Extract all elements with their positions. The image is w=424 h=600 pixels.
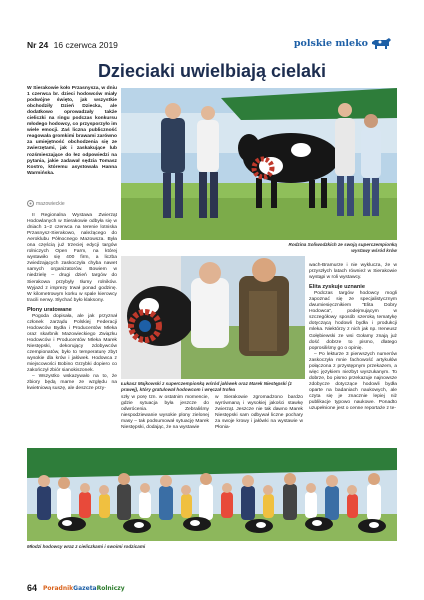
caption-top: Rodzina Soliwodzkich ze swoją superczempionką wystawy wśród krów xyxy=(288,242,397,253)
photo-family-cow xyxy=(121,88,397,240)
page-footer xyxy=(27,583,125,593)
col1b-paragraph-2: – Wszystko wskazywało na to, że zbiory będą marne ze względu na kwietniową suszę, ale deszcze przy- xyxy=(27,374,117,392)
issue-number: Nr 24 xyxy=(27,40,49,50)
publication-logo xyxy=(43,585,125,592)
article-lead xyxy=(27,86,117,177)
col1-heading: Płony uratowane xyxy=(27,306,72,313)
cow-icon xyxy=(370,36,392,50)
publication-word-2: Gazeta xyxy=(73,584,97,592)
region-credit xyxy=(27,200,65,207)
photo-young-breeders-image xyxy=(27,448,397,541)
column-1 xyxy=(27,213,117,392)
publication-word-3: Rolniczy xyxy=(96,584,125,592)
issue-header xyxy=(27,40,118,50)
col1b-paragraph-1: Pogoda dopisała, ale jak przyznał członek zarządu Polskiej Federacji Hodowców Bydła i Producentów Mleka oraz skarbnik Mazowieckiego Związku Hodowców i Producentów Mleka Marek Niestępski, dekorujący zdobywców czempionatów, było to temperaturę zbyt wysokie dla krów i jałówek. Hodowca z miejscowości Bobino Grzybki dopiero co zakończył zbiór sianokiszonek. xyxy=(27,313,117,374)
photo-heifer-award xyxy=(121,256,305,379)
publication-word-1: Poradnik xyxy=(43,584,74,592)
article-title: Dzieciaki uwielbiają cielaki xyxy=(97,61,327,81)
col3-paragraph: w Sierakowie zgromadzono bardzo wyrównaną i wysokiej jakości stawkę zwierząt. Jeszcze nie tak dawno Marek Niestępski sam odbywał liczne pochary za swoje krowy i jałówki na wystawie w Płonia- xyxy=(215,395,303,431)
column-4 xyxy=(309,263,397,412)
col4b-paragraph-2: – Po lekturze 3 pierwszych numerów zaskoczyła mnie fachowość artykułów połączona z przystępnym przekazem, a więc językiem niezbyt wyszukanym. To dobrze, bo pismo przekazuje najnowsze zdobycze dotyczące hodowli bydła oparte na badaniach naukowych, ale czyta się je znacznie lepiej niż publikacje typowo naukowe. Ponadto uzupełnione jest o cenne reportaże z te- xyxy=(309,351,397,412)
col4-paragraph: wach-Bramurze i nie wykluczа, że w przyszłych latach również w Sierakowie wystąpi w roli wystawcy. xyxy=(309,263,397,281)
photo-young-breeders xyxy=(27,448,397,541)
photo-family-cow-image xyxy=(121,88,397,240)
page-number: 64 xyxy=(27,583,38,593)
issue-date: 16 czerwca 2019 xyxy=(53,40,118,50)
col2-paragraph: szły w porę tzn. w ostatnim momencie, gdzie sytuacja była jeszcze do odwrócenia. Zebraliśmy niespodziewanie wysokie plony zielonej masy – tak podsumował sytuację Marek Niestępski, dodając, że na wystawie xyxy=(121,395,209,431)
col1-paragraph: II Regionalna Wystawa Zwierząt Hodowlanych w Sierakowie odbyła się w dniach 1–2 czerwca na terenie lotniska Przasnysz-Sierakowo, należącego do Aeroklubu Północnego Mazowsza. Była ona częścią już trzeciej edycji targów rolniczych Open Farm, na której wystawiło się 400 firm, a liczba zwiedzających zaskoczyła chyba nawet samych organizatorów. Bowiem w niedzielę – drugi dzień targów do Sierakowa przybyły tłumy rolników. Wyjazd z imprezy trwał ponad godzinę. W kilometrowym korku w spale kierowcy tracili nerwy. Słychać było klaksony. xyxy=(27,213,117,303)
map-pin-icon xyxy=(27,200,34,207)
photo-heifer-award-image xyxy=(121,256,305,379)
caption-middle: Łukasz Majkowski z superczempionką wśród jałówek oraz Marek Niestępski (z prawej), który gratulował hodowcom i wręczał trofea xyxy=(121,381,292,392)
brand-logo xyxy=(294,36,392,50)
caption-bottom: Młodzi hodowcy wraz z cieliczkami i swoimi rodzicami xyxy=(27,544,146,549)
col4b-paragraph-1: Podczas targów hodowcy mogli zapoznać się ze specjalistycznym dwumiesięcznikiem "Elita Dobry Hodowca", podejmującym w szczegółowy sposób szeroką tematykę dotyczącą hodowli bydła i produkcji mleka. Niektórzy z nich jak np. Ireneusz Gołębiewski ze wsi Gołamy znają już dość dobrze to pismo, dlatego poprosiliśmy go o opinię. xyxy=(309,291,397,351)
brand-name: polskie mleko xyxy=(293,37,368,49)
column-2 xyxy=(121,395,209,431)
col4-heading: Elita zyskuje uznanie xyxy=(309,284,365,291)
column-3 xyxy=(215,395,303,431)
lead-paragraph: W Sierakowie koło Przasnysza, w dniu 1 czerwca br. dzieci hodowców miały podwójne święto, jak wszystkie obchodziły Dzień Dziecka, ale dodatkowo oprowadzały także cieliczki na ringu podczas konkursu młodego hodowcy, co przysporzyło im wiele emocji. Zaś liczna publiczność reagowała gromkimi brawami zarówno za umiejętność obchodzenia się ze zwierzętami, jak i zaskakujące lub rozśmieszające do łez odpowiedzi na pytania, jakie zadawał sędzia Tomasz Kostro, któremu asystowała Hanna Warmińska. xyxy=(27,86,117,176)
credit-label: mazowieckie xyxy=(36,200,65,207)
